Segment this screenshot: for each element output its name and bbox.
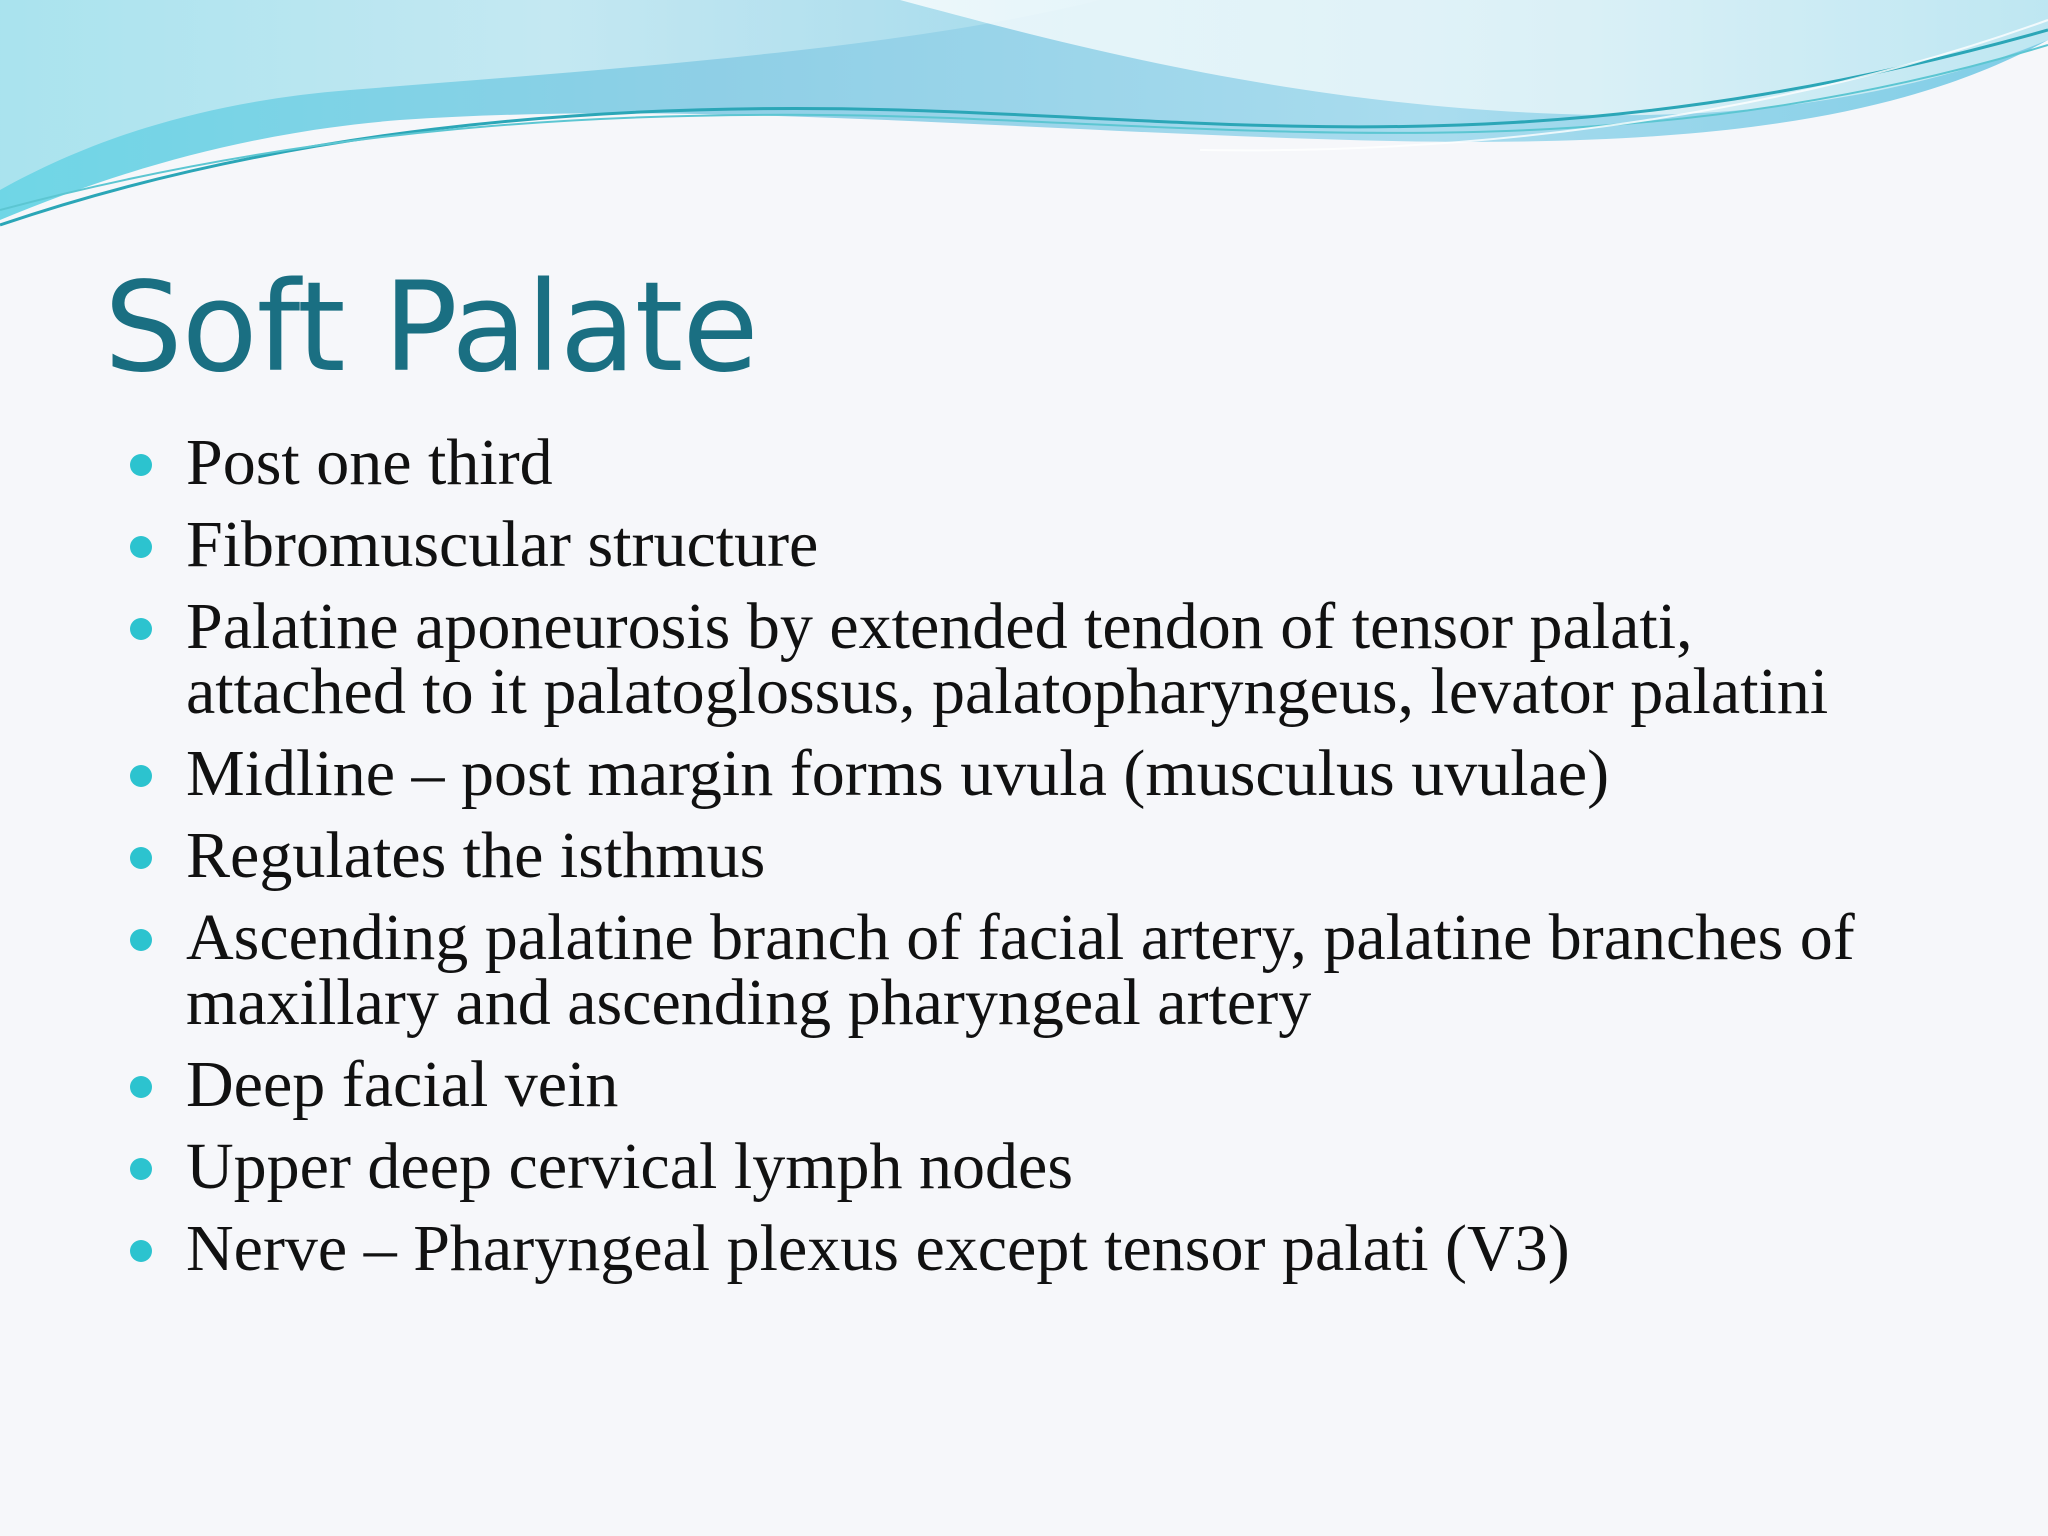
- bullet-dot-icon: [130, 847, 152, 869]
- bullet-text: Regulates the isthmus: [186, 819, 766, 892]
- slide-title: Soft Palate: [104, 256, 758, 400]
- bullet-dot-icon: [130, 765, 152, 787]
- list-item: [0, 1130, 2048, 1203]
- bullet-text: Nerve – Pharyngeal plexus except tensor palati (V3): [186, 1212, 1570, 1285]
- bullet-text: Palatine aponeurosis by extended tendon of tensor palati, attached to it palatoglossus, palatopharyngeus, levator palatini: [186, 590, 1829, 728]
- bullet-text: Deep facial vein: [186, 1048, 619, 1121]
- bullet-dot-icon: [130, 536, 152, 558]
- list-item: [0, 1048, 2048, 1121]
- list-item: [0, 508, 2048, 581]
- list-item: [0, 1212, 2048, 1285]
- bullet-dot-icon: [130, 1158, 152, 1180]
- list-item: [0, 819, 2048, 892]
- bullet-dot-icon: [130, 618, 152, 640]
- bullet-dot-icon: [130, 454, 152, 476]
- list-item: [0, 590, 2048, 728]
- list-item: [0, 426, 2048, 499]
- bullet-list: [0, 426, 2048, 1298]
- bullet-dot-icon: [130, 1240, 152, 1262]
- bullet-text: Post one third: [186, 426, 553, 499]
- bullet-text: Midline – post margin forms uvula (musculus uvulae): [186, 737, 1610, 810]
- bullet-dot-icon: [130, 1076, 152, 1098]
- bullet-text: Upper deep cervical lymph nodes: [186, 1130, 1074, 1203]
- bullet-text: Ascending palatine branch of facial artery, palatine branches of maxillary and ascending pharyngeal artery: [186, 901, 1855, 1039]
- list-item: [0, 901, 2048, 1039]
- list-item: [0, 737, 2048, 810]
- bullet-dot-icon: [130, 929, 152, 951]
- wave-banner: [0, 0, 2048, 240]
- bullet-text: Fibromuscular structure: [186, 508, 819, 581]
